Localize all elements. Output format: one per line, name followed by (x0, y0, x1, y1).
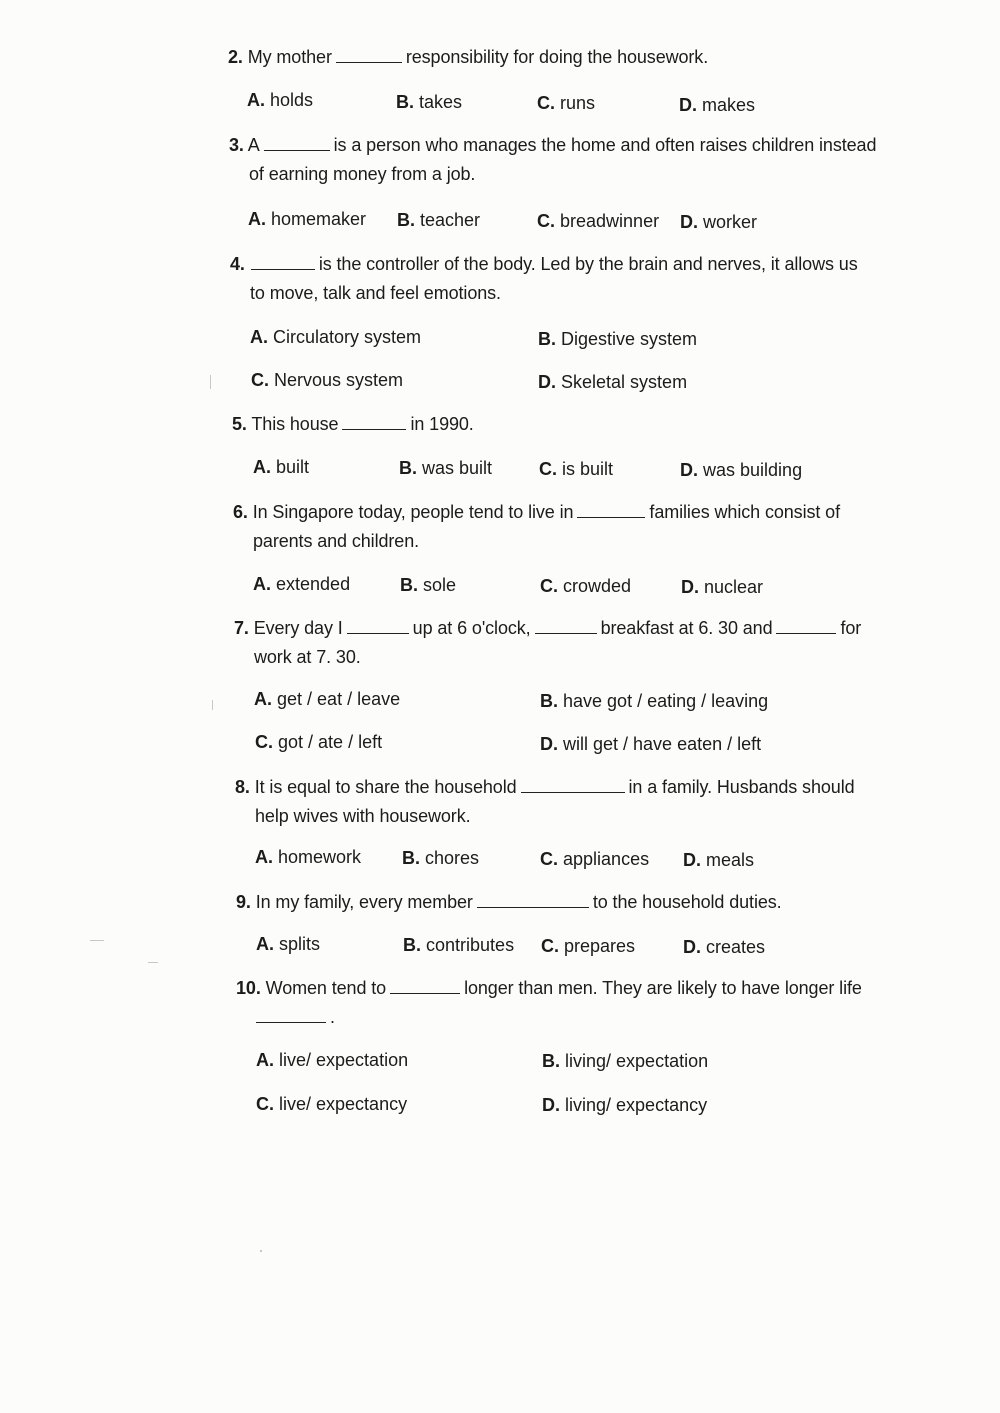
option-d[interactable]: D. worker (680, 212, 758, 232)
option-b[interactable]: B. was built (399, 458, 493, 478)
option-d[interactable]: D. Skeletal system (538, 372, 688, 392)
option-d[interactable]: D. will get / have eaten / left (540, 734, 762, 754)
option-d[interactable]: D. meals (683, 850, 755, 870)
question-text: Every day I (253, 618, 343, 638)
question-text-line2: help wives with housework. (255, 806, 471, 826)
question-7 (234, 614, 861, 672)
answer-blank[interactable] (776, 618, 836, 634)
question-text: A (247, 135, 260, 155)
option-b[interactable]: B. Digestive system (538, 329, 698, 349)
option-d[interactable]: D. creates (683, 937, 766, 957)
option-d[interactable]: D. makes (679, 95, 756, 115)
question-text: It is equal to share the household (254, 777, 517, 797)
question-4 (230, 250, 858, 308)
option-a[interactable]: A. homework (255, 847, 362, 867)
option-c[interactable]: C. is built (539, 459, 614, 479)
question-2 (228, 43, 708, 72)
question-text: in 1990. (410, 414, 474, 434)
option-b[interactable]: B. sole (400, 575, 457, 595)
scan-speck (90, 940, 104, 941)
answer-blank[interactable] (347, 618, 409, 634)
question-9 (236, 888, 782, 917)
option-c[interactable]: C. crowded (540, 576, 632, 596)
option-a[interactable]: A. homemaker (248, 209, 367, 229)
option-c[interactable]: C. prepares (541, 936, 636, 956)
answer-blank[interactable] (535, 618, 597, 634)
question-number: 3. (229, 135, 244, 155)
answer-blank[interactable] (264, 135, 330, 151)
question-text: families which consist of (649, 502, 840, 522)
answer-blank[interactable] (256, 1007, 326, 1023)
option-d[interactable]: D. living/ expectancy (542, 1095, 708, 1115)
question-10 (236, 974, 862, 1003)
option-a[interactable]: A. extended (253, 574, 351, 594)
question-5 (232, 410, 474, 439)
option-d[interactable]: D. nuclear (681, 577, 764, 597)
question-number: 10. (236, 978, 261, 998)
question-number: 9. (236, 892, 251, 912)
question-number: 5. (232, 414, 247, 434)
question-text-line2: work at 7. 30. (254, 647, 361, 667)
question-text: In my family, every member (255, 892, 473, 912)
question-text: in a family. Husbands should (628, 777, 855, 797)
answer-blank[interactable] (390, 978, 460, 994)
option-b[interactable]: B. chores (402, 848, 480, 868)
scan-speck (148, 962, 158, 963)
option-b[interactable]: B. have got / eating / leaving (540, 691, 769, 711)
question-number: 6. (233, 502, 248, 522)
option-a[interactable]: A. holds (247, 90, 314, 110)
question-text-line2: parents and children. (253, 531, 420, 551)
option-b[interactable]: B. teacher (397, 210, 481, 230)
scan-speck (212, 700, 213, 710)
option-a[interactable]: A. built (253, 457, 310, 477)
question-text: Women tend to (265, 978, 387, 998)
question-number: 7. (234, 618, 249, 638)
question-number: 4. (230, 254, 245, 274)
option-c[interactable]: C. appliances (540, 849, 650, 869)
option-a[interactable]: A. Circulatory system (250, 327, 422, 347)
option-d[interactable]: D. was building (680, 460, 803, 480)
question-3 (229, 131, 876, 189)
question-text-line2: . (330, 1007, 335, 1027)
question-6 (233, 498, 840, 556)
answer-blank[interactable] (251, 254, 315, 270)
answer-blank[interactable] (336, 47, 402, 63)
scan-speck (210, 375, 211, 389)
question-text: up at 6 o'clock, (412, 618, 531, 638)
scan-speck (260, 1250, 262, 1252)
option-c[interactable]: C. Nervous system (251, 370, 404, 390)
question-text-line2: to move, talk and feel emotions. (250, 283, 501, 303)
question-8 (235, 773, 855, 831)
option-a[interactable]: A. get / eat / leave (254, 689, 401, 709)
question-text: for (840, 618, 862, 638)
answer-blank[interactable] (342, 414, 406, 430)
question-text: responsibility for doing the housework. (405, 47, 709, 67)
answer-blank[interactable] (477, 892, 589, 908)
option-c[interactable]: C. live/ expectancy (256, 1094, 408, 1114)
option-c[interactable]: C. got / ate / left (255, 732, 383, 752)
answer-blank[interactable] (521, 777, 625, 793)
question-text: My mother (247, 47, 332, 67)
option-a[interactable]: A. live/ expectation (256, 1050, 409, 1070)
question-text: is the controller of the body. Led by the brain and nerves, it allows us (318, 254, 858, 274)
question-number: 2. (228, 47, 243, 67)
option-b[interactable]: B. living/ expectation (542, 1051, 709, 1071)
question-text: to the household duties. (592, 892, 782, 912)
question-text-line2: of earning money from a job. (249, 164, 476, 184)
option-b[interactable]: B. takes (396, 92, 463, 112)
answer-blank[interactable] (577, 502, 645, 518)
option-a[interactable]: A. splits (256, 934, 321, 954)
question-text: is a person who manages the home and often raises children instead (333, 135, 877, 155)
option-c[interactable]: C. breadwinner (537, 211, 660, 231)
question-text: In Singapore today, people tend to live in (252, 502, 574, 522)
option-c[interactable]: C. runs (537, 93, 596, 113)
question-10-line2 (256, 1003, 335, 1032)
question-text: longer than men. They are likely to have longer life (464, 978, 862, 998)
question-text: This house (251, 414, 339, 434)
question-number: 8. (235, 777, 250, 797)
option-b[interactable]: B. contributes (403, 935, 515, 955)
question-text: breakfast at 6. 30 and (600, 618, 773, 638)
